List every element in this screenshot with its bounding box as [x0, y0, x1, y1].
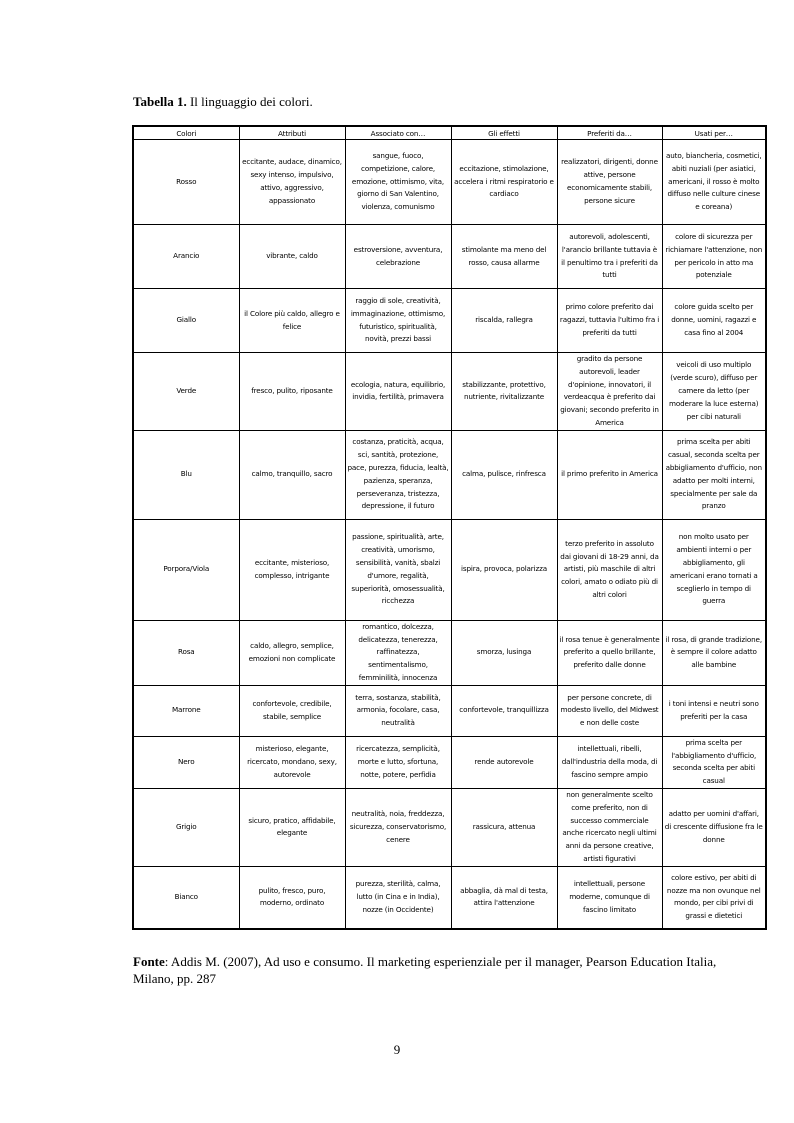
table-cell: stimolante ma meno del rosso, causa allarme [451, 225, 557, 289]
table-cell: il rosa, di grande tradizione, è sempre il colore adatto alle bambine [662, 620, 766, 685]
table-row [133, 736, 766, 788]
table-cell: Grigio [133, 788, 239, 866]
table-cell: auto, biancheria, cosmetici, abiti nuziali (per asiatici, americani, il rosso è molto diffuso nelle culture cinese e coreana) [662, 140, 766, 225]
table-row [133, 430, 766, 519]
table-cell: autorevoli, adolescenti, l'arancio brillante tuttavia è il penultimo tra i preferiti da tutti [557, 225, 662, 289]
table-cell: sicuro, pratico, affidabile, elegante [239, 788, 345, 866]
table-cell: raggio di sole, creatività, immaginazione, ottimismo, futuristico, spiritualità, novità, prezzi bassi [345, 289, 451, 353]
table-cell: Rosa [133, 620, 239, 685]
table-row [133, 788, 766, 866]
column-header: Gli effetti [451, 126, 557, 140]
table-cell: costanza, praticità, acqua, sci, santità, protezione, pace, purezza, fiducia, lealtà, pazienza, speranza, perseveranza, tristezza, depressione, il futuro [345, 430, 451, 519]
table-cell: pulito, fresco, puro, moderno, ordinato [239, 866, 345, 929]
table-cell: confortevole, credibile, stabile, semplice [239, 685, 345, 736]
table-cell: caldo, allegro, semplice, emozioni non complicate [239, 620, 345, 685]
table-row [133, 225, 766, 289]
table-cell: rende autorevole [451, 736, 557, 788]
table-cell: i toni intensi e neutri sono preferiti per la casa [662, 685, 766, 736]
source-label: Fonte [133, 954, 165, 969]
table-row [133, 353, 766, 431]
table-cell: calma, pulisce, rinfresca [451, 430, 557, 519]
table-cell: ispira, provoca, polarizza [451, 519, 557, 620]
table-cell: stabilizzante, protettivo, nutriente, rivitalizzante [451, 353, 557, 431]
table-cell: realizzatori, dirigenti, donne attive, persone economicamente stabili, persone sicure [557, 140, 662, 225]
column-header: Preferiti da… [557, 126, 662, 140]
table-cell: Verde [133, 353, 239, 431]
table-cell: estroversione, avventura, celebrazione [345, 225, 451, 289]
table-cell: adatto per uomini d'affari, di crescente diffusione fra le donne [662, 788, 766, 866]
table-caption-title: Il linguaggio dei colori. [186, 94, 313, 109]
column-header: Attributi [239, 126, 345, 140]
table-cell: il Colore più caldo, allegro e felice [239, 289, 345, 353]
table-cell: riscalda, rallegra [451, 289, 557, 353]
table-cell: per persone concrete, di modesto livello, del Midwest e non delle coste [557, 685, 662, 736]
table-cell: ecologia, natura, equilibrio, invidia, fertilità, primavera [345, 353, 451, 431]
table-cell: Giallo [133, 289, 239, 353]
table-row [133, 866, 766, 929]
table-cell: eccitazione, stimolazione, accelera i ritmi respiratorio e cardiaco [451, 140, 557, 225]
table-cell: Rosso [133, 140, 239, 225]
table-caption [133, 94, 313, 110]
source-citation [133, 953, 733, 987]
table-cell: intellettuali, persone moderne, comunque di fascino limitato [557, 866, 662, 929]
table-cell: terra, sostanza, stabilità, armonia, focolare, casa, neutralità [345, 685, 451, 736]
table-cell: terzo preferito in assoluto dai giovani di 18-29 anni, da artisti, più maschile di altri colori, amato o odiato più di altri colori [557, 519, 662, 620]
column-header: Associato con… [345, 126, 451, 140]
table-cell: purezza, sterilità, calma, lutto (in Cina e in India), nozze (in Occidente) [345, 866, 451, 929]
source-text: : Addis M. (2007), Ad uso e consumo. Il marketing esperienziale per il manager, Pearson Education Italia, Milano, pp. 287 [133, 954, 717, 986]
table-cell: vibrante, caldo [239, 225, 345, 289]
table-cell: colore di sicurezza per richiamare l'attenzione, non per pericolo in atto ma potenziale [662, 225, 766, 289]
table-cell: Bianco [133, 866, 239, 929]
table-cell: misterioso, elegante, ricercato, mondano, sexy, autorevole [239, 736, 345, 788]
column-header: Colori [133, 126, 239, 140]
table-cell: veicoli di uso multiplo (verde scuro), diffuso per camere da letto (per moderare la luce esterna) per cibi naturali [662, 353, 766, 431]
table-cell: Arancio [133, 225, 239, 289]
table-cell: Marrone [133, 685, 239, 736]
table-cell: neutralità, noia, freddezza, sicurezza, conservatorismo, cenere [345, 788, 451, 866]
table-cell: Porpora/Viola [133, 519, 239, 620]
table-cell: non generalmente scelto come preferito, non di successo commerciale anche ricercato negli ultimi anni da persone creative, artisti figurativi [557, 788, 662, 866]
table-cell: colore estivo, per abiti di nozze ma non ovunque nel mondo, per cibi privi di grassi e dietetici [662, 866, 766, 929]
table-cell: rassicura, attenua [451, 788, 557, 866]
table-row [133, 685, 766, 736]
table-cell: confortevole, tranquillizza [451, 685, 557, 736]
table-cell: ricercatezza, semplicità, morte e lutto, sfortuna, notte, potere, perfidia [345, 736, 451, 788]
page-number: 9 [393, 1042, 401, 1057]
table-cell: il primo preferito in America [557, 430, 662, 519]
table-cell: romantico, dolcezza, delicatezza, tenerezza, raffinatezza, sentimentalismo, femminilità, innocenza [345, 620, 451, 685]
table-row [133, 140, 766, 225]
table-caption-label: Tabella 1. [133, 94, 187, 109]
table-cell: eccitante, misterioso, complesso, intrigante [239, 519, 345, 620]
table-row [133, 519, 766, 620]
table-row [133, 289, 766, 353]
table-cell: calmo, tranquillo, sacro [239, 430, 345, 519]
colors-table [132, 125, 767, 930]
table-cell: abbaglia, dà mal di testa, attira l'attenzione [451, 866, 557, 929]
table-cell: Nero [133, 736, 239, 788]
table-header-row [133, 126, 766, 140]
table-cell: fresco, pulito, riposante [239, 353, 345, 431]
table-cell: non molto usato per ambienti interni o per abbigliamento, gli americani erano tornati a sceglierlo in tempo di guerra [662, 519, 766, 620]
table-cell: prima scelta per abiti casual, seconda scelta per abbigliamento d'ufficio, non adatto per molti interni, specialmente per sale da pranzo [662, 430, 766, 519]
table-cell: prima scelta per l'abbigliamento d'ufficio, seconda scelta per abiti casual [662, 736, 766, 788]
table-row [133, 620, 766, 685]
table-cell: sangue, fuoco, competizione, calore, emozione, ottimismo, vita, giorno di San Valentino, violenza, comunismo [345, 140, 451, 225]
column-header: Usati per… [662, 126, 766, 140]
table-cell: il rosa tenue è generalmente preferito a quello brillante, preferito dalle donne [557, 620, 662, 685]
table-cell: eccitante, audace, dinamico, sexy intenso, impulsivo, attivo, aggressivo, appassionato [239, 140, 345, 225]
table-cell: primo colore preferito dai ragazzi, tuttavia l'ultimo fra i preferiti da tutti [557, 289, 662, 353]
table-cell: smorza, lusinga [451, 620, 557, 685]
table-cell: intellettuali, ribelli, dall'industria della moda, di fascino sempre ampio [557, 736, 662, 788]
table-cell: gradito da persone autorevoli, leader d'opinione, innovatori, il verdeacqua è preferito dai giovani; secondo preferito in America [557, 353, 662, 431]
table-cell: Blu [133, 430, 239, 519]
table-cell: passione, spiritualità, arte, creatività, umorismo, sensibilità, vanità, sbalzi d'umore, regalità, superiorità, omosessualità, ricchezza [345, 519, 451, 620]
table-cell: colore guida scelto per donne, uomini, ragazzi e casa fino al 2004 [662, 289, 766, 353]
